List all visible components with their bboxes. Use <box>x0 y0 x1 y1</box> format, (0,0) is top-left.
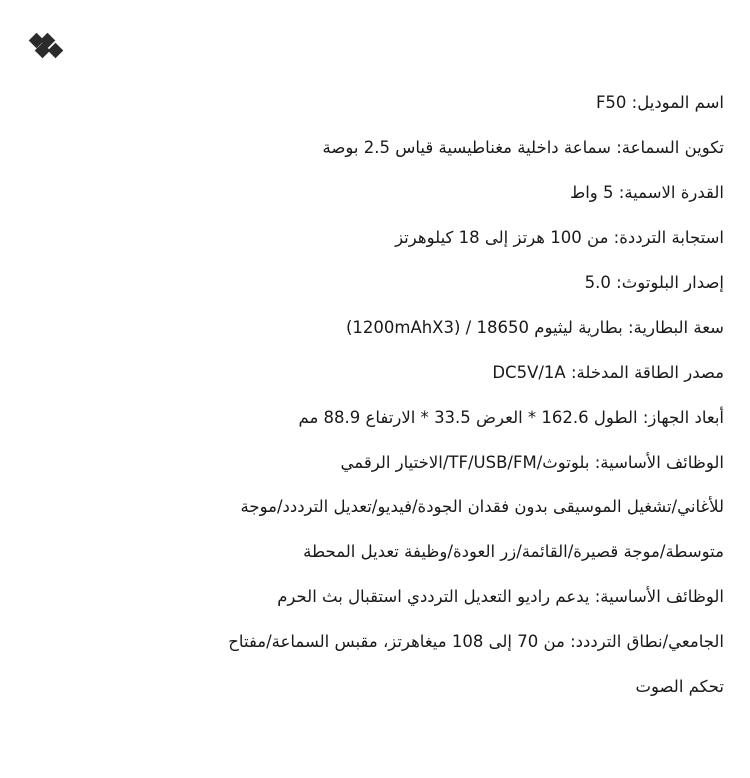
four-diamonds-logo-icon <box>24 32 70 66</box>
spec-line-frequency-response: استجابة الترددة: من 100 هرتز إلى 18 كيلوهرتز <box>395 227 724 247</box>
spec-line-main-functions-3: متوسطة/موجة قصيرة/القائمة/زر العودة/وظيفة تعديل المحطة <box>303 542 724 562</box>
spec-line-main-functions-2: للأغاني/تشغيل الموسيقى بدون فقدان الجودة/فيديو/تعديل الترددد/موجة <box>240 497 724 517</box>
spec-line-battery-capacity: سعة البطارية: بطارية ليثيوم 18650 / (1200mAhX3) <box>345 317 724 337</box>
spec-line-dimensions: أبعاد الجهاز: الطول 162.6 * العرض 33.5 * الارتفاع 88.9 مم <box>298 407 724 427</box>
spec-line-main-functions-1: الوظائف الأساسية: بلوتوث/TF/USB/FM/الاختيار الرقمي <box>340 452 724 472</box>
spec-line-radio-support-1: الوظائف الأساسية: يدعم راديو التعديل الترددي استقبال بث الحرم <box>277 587 724 607</box>
spec-line-radio-support-2: الجامعي/نطاق الترددد: من 70 إلى 108 ميغاهرتز، مقبس السماعة/مفتاح <box>228 632 724 652</box>
spec-line-model: اسم الموديل: F50 <box>595 93 724 112</box>
spec-line-speaker-config: تكوين السماعة: سماعة داخلية مغناطيسية قياس 2.5 بوصة <box>322 137 724 157</box>
spec-line-volume-control: تحكم الصوت <box>635 677 724 697</box>
spec-line-power-input: مصدر الطاقة المدخلة: DC5V/1A <box>492 362 724 382</box>
spec-line-rated-power: القدرة الاسمية: 5 واط <box>569 182 724 202</box>
spec-line-bluetooth-version: إصدار البلوتوث: 5.0 <box>584 272 724 292</box>
specifications-list <box>26 92 724 698</box>
